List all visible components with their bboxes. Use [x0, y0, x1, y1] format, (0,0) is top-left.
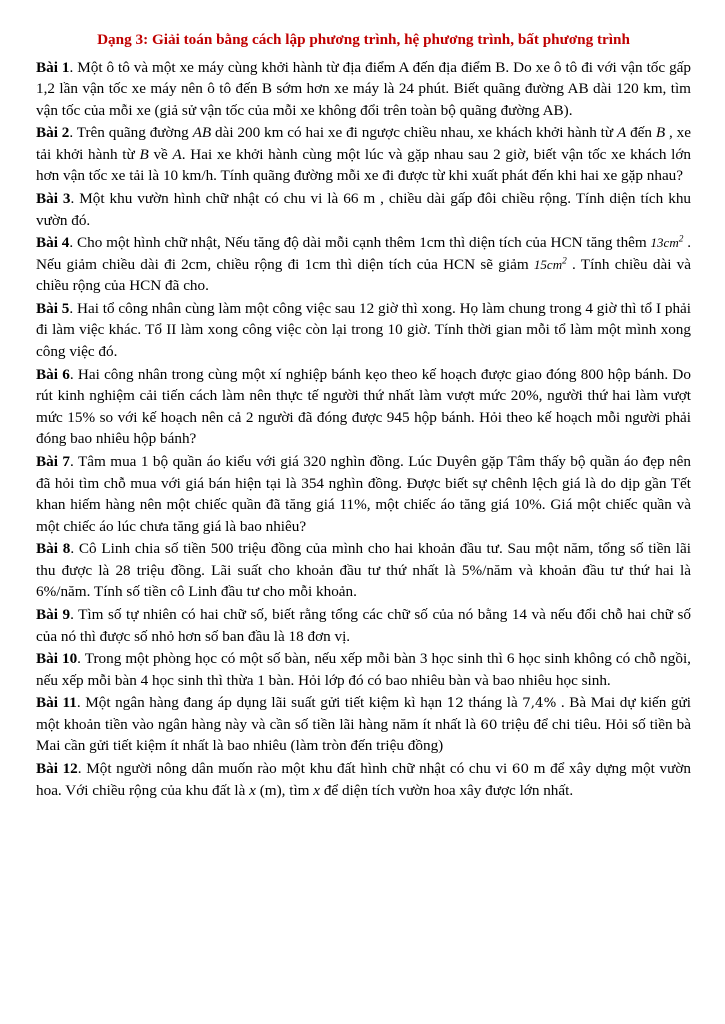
problem-6-text: Hai công nhân trong cùng một xí nghiệp bánh kẹo theo kế hoạch được giao đóng 800 hộp bánh. Do rút kinh nghiệm cải tiến cách làm nên thực tế người thứ nhất làm vượt mức 20%, người thứ hai làm vượt mức 15% so với kế hoạch nên cả 2 người đã đóng được 945 hộp bánh. Hỏi theo kế hoạch mỗi người phải đóng bao nhiêu hộp bánh?: [36, 365, 691, 448]
problem-5-label-suffix: .: [69, 299, 74, 317]
problem-1-label: Bài 1: [36, 58, 70, 76]
problem-1-text: Một ô tô và một xe máy cùng khởi hành từ địa điểm A đến địa điểm B. Do xe ô tô đi với vận tốc gấp 1,2 lần vận tốc xe máy nên ô tô đến B sớm hơn xe máy là 24 phút. Biết quãng đường AB dài 120 km, tìm vận tốc của mỗi xe (giả sử vận tốc của mỗi xe không đổi trên toàn bộ quãng đường AB).: [36, 58, 691, 119]
problem-12-label-suffix: .: [77, 760, 82, 778]
problem-5-label: Bài 5: [36, 299, 70, 317]
problem-7-label: Bài 7: [36, 452, 70, 470]
problem-6-label: Bài 6: [36, 365, 70, 383]
problem-3-label-suffix: .: [70, 189, 75, 207]
problem-8-label: Bài 8: [36, 540, 71, 558]
problem-4-text: Cho một hình chữ nhật, Nếu tăng độ dài mỗi cạnh thêm 1cm thì diện tích của HCN tăng thêm $13cm^2$ . Nếu giảm chiều dài đi 2cm, chiều rộng đi 1cm thì diện tích của HCN sẽ giảm $15cm^2$ . Tính chiều dài và chiều rộng của HCN đã cho.: [36, 234, 692, 295]
problem-6: [36, 364, 691, 450]
problem-2: [36, 122, 691, 187]
problem-11-label: Bài 11: [36, 694, 77, 712]
problem-8-label-suffix: .: [70, 540, 75, 558]
problem-11-text: Một ngân hàng đang áp dụng lãi suất gửi tiết kiệm kì hạn 12 tháng là 7,4% . Bà Mai dự kiến gửi một khoản tiền vào ngân hàng này và cần số tiền lãi hàng năm ít nhất là 60 triệu để chi tiêu. Hỏi số tiền bà Mai cần gửi tiết kiệm ít nhất là bao nhiêu (làm tròn đến triệu đồng): [36, 694, 692, 755]
problem-2-text: Trên quãng đường AB dài 200 km có hai xe đi ngược chiều nhau, xe khách khởi hành từ A đến B , xe tải khởi hành từ B về A. Hai xe khởi hành cùng một lúc và gặp nhau sau 2 giờ, biết vận tốc xe khách lớn hơn vận tốc xe tải là 10 km/h. Tính quãng đường mỗi xe đi được từ khi xuất phát đến khi hai xe gặp nhau?: [36, 124, 691, 185]
problem-10: [36, 648, 691, 691]
problem-4: [36, 232, 691, 297]
problem-9-label-suffix: .: [70, 605, 74, 623]
problem-11-label-suffix: .: [76, 694, 81, 712]
problem-8: [36, 538, 691, 603]
problem-12-text: Một người nông dân muốn rào một khu đất hình chữ nhật có chu vi 60 m để xây dựng một vườn hoa. Với chiều rộng của khu đất là x (m), tìm x để diện tích vườn hoa xây được lớn nhất.: [36, 760, 691, 799]
problem-7-text: Tâm mua 1 bộ quần áo kiểu với giá 320 nghìn đồng. Lúc Duyên gặp Tâm thấy bộ quần áo đẹp nên đã hỏi tìm chỗ mua với giá bán hiện tại là 354 nghìn đồng. Được biết sự chênh lệch giá là do dịp gần Tết khan hiếm hàng nên một chiếc quần đã tăng giá 11%, một chiếc áo tăng giá 10%. Giá một chiếc quần và một chiếc áo lúc chưa tăng giá là bao nhiêu?: [36, 452, 691, 535]
problem-5-text: Hai tổ công nhân cùng làm một công việc sau 12 giờ thì xong. Họ làm chung trong 4 giờ thì tổ I phải đi làm việc khác. Tổ II làm xong công việc còn lại trong 10 giờ. Tính thời gian mỗi tổ làm một mình xong công việc đó.: [36, 299, 691, 361]
problem-3: [36, 188, 691, 231]
problem-10-label-suffix: .: [77, 650, 81, 668]
problem-3-text: Một khu vườn hình chữ nhật có chu vi là 66 m , chiều dài gấp đôi chiều rộng. Tính diện tích khu vườn đó.: [36, 189, 692, 229]
problem-5: [36, 298, 691, 363]
problem-10-text: Trong một phòng học có một số bàn, nếu xếp mỗi bàn 3 học sinh thì 6 học sinh không có chỗ ngồi, nếu xếp mỗi bàn 4 học sinh thì thừa 1 bàn. Hỏi lớp đó có bao nhiêu bàn và bao nhiêu học sinh.: [36, 650, 691, 689]
problem-4-label: Bài 4: [36, 234, 70, 252]
problem-11: [36, 692, 691, 757]
problem-7-label-suffix: .: [70, 452, 74, 470]
page-title: Dạng 3: Giải toán bằng cách lập phương trình, hệ phương trình, bất phương trình: [97, 31, 630, 48]
problem-9: [36, 604, 691, 647]
problem-7: [36, 451, 691, 537]
problem-8-text: Cô Linh chia số tiền 500 triệu đồng của mình cho hai khoản đầu tư. Sau một năm, tổng số tiền lãi thu được là 28 triệu đồng. Lãi suất cho khoản đầu tư thứ nhất là 5%/năm và khoản đầu tư thứ hai là 6%/năm. Tính số tiền cô Linh đầu tư cho mỗi khoản.: [36, 540, 691, 601]
problem-1: [36, 57, 691, 122]
problem-3-label: Bài 3: [36, 189, 71, 207]
problem-9-label: Bài 9: [36, 605, 71, 623]
problem-12-label: Bài 12: [36, 760, 78, 778]
problem-10-label: Bài 10: [36, 650, 78, 668]
problem-2-label-suffix: .: [69, 124, 74, 142]
problem-2-label: Bài 2: [36, 124, 70, 142]
problem-4-label-suffix: .: [69, 234, 74, 252]
problem-6-label-suffix: .: [69, 365, 74, 383]
problem-9-text: Tìm số tự nhiên có hai chữ số, biết rằng tổng các chữ số của nó bằng 14 và nếu đổi chỗ hai chữ số của nó thì được số nhỏ hơn số ban đầu là 18 đơn vị.: [36, 605, 691, 645]
problem-1-label-suffix: .: [69, 58, 74, 76]
problem-12: [36, 758, 691, 801]
